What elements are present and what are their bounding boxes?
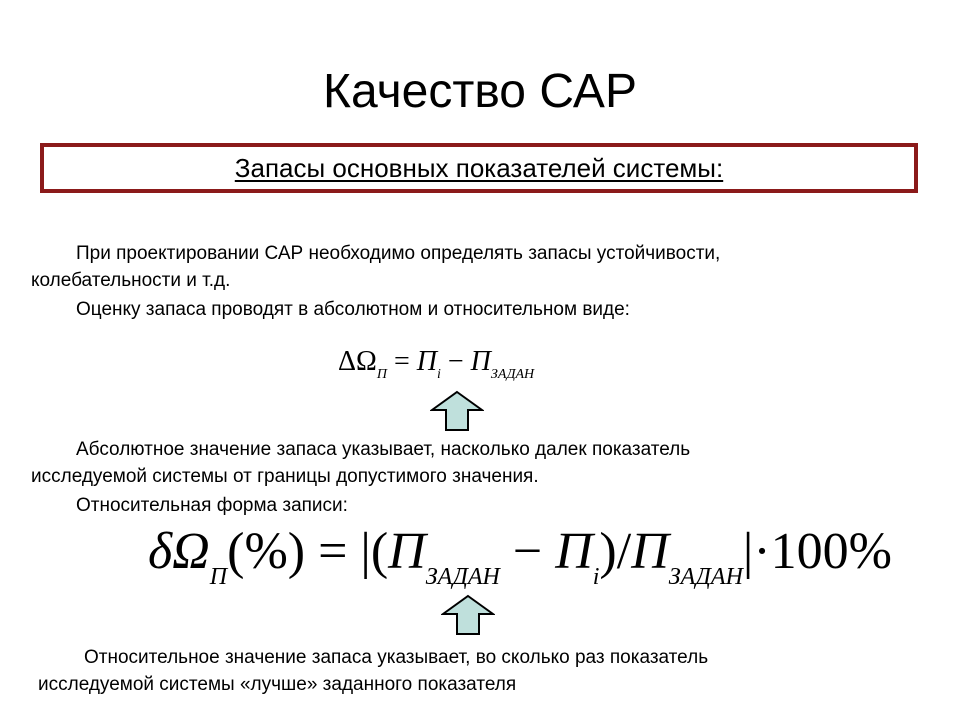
formula-abs-term2: П — [470, 346, 491, 377]
formula-rel-open: |( — [360, 523, 389, 580]
paragraph-4: Относительная форма записи: — [76, 495, 348, 516]
formula-rel-mult: ·100% — [753, 523, 892, 580]
paragraph-2: Оценку запаса проводят в абсолютном и относительном виде: — [76, 299, 630, 320]
paragraph-1-line-2: колебательности и т.д. — [31, 270, 231, 291]
formula-rel-div: )/ — [599, 523, 632, 580]
formula-rel-t3: П — [631, 523, 669, 580]
formula-abs-lhs-sub: П — [376, 367, 387, 382]
formula-rel-t2-sub: i — [592, 564, 600, 590]
formula-abs-lhs: ΔΩ — [338, 346, 377, 377]
formula-rel-lhs: δΩ — [148, 523, 210, 580]
subtitle-box — [40, 143, 918, 193]
formula-abs-eq: = — [393, 346, 410, 377]
formula-rel-percent: (%) — [227, 523, 306, 580]
formula-rel-t1-sub: ЗАДАН — [425, 564, 500, 590]
paragraph-1-line-1: При проектировании САР необходимо определять запасы устойчивости, — [76, 243, 721, 264]
formula-rel-lhs-sub: П — [209, 564, 228, 590]
formula-rel-minus: − — [512, 523, 543, 580]
subtitle-text: Запасы основных показателей системы: — [234, 153, 724, 183]
formula-abs-term2-sub: ЗАДАН — [490, 367, 535, 382]
paragraph-3-line-1: Абсолютное значение запаса указывает, насколько далек показатель — [76, 439, 691, 460]
formula-abs-term1-sub: i — [436, 367, 441, 382]
formula-rel-t2: П — [555, 523, 593, 580]
formula-abs-minus: − — [447, 346, 464, 377]
up-arrow-icon — [441, 594, 495, 636]
formula-rel-t1: П — [388, 523, 426, 580]
paragraph-3-line-2: исследуемой системы от границы допустимого значения. — [31, 466, 539, 487]
formula-rel-eq: = — [318, 523, 348, 580]
formula-abs-term1: П — [416, 346, 437, 377]
slide-title: Качество САР — [323, 65, 637, 118]
relative-margin-formula — [148, 522, 892, 591]
formula-rel-t3-sub: ЗАДАН — [668, 564, 743, 590]
paragraph-5-line-2: исследуемой системы «лучше» заданного показателя — [38, 674, 517, 695]
formula-rel-close: | — [742, 523, 754, 580]
up-arrow-icon — [430, 390, 484, 432]
absolute-margin-formula — [338, 346, 534, 383]
paragraph-5-line-1: Относительное значение запаса указывает, во сколько раз показатель — [84, 647, 709, 668]
